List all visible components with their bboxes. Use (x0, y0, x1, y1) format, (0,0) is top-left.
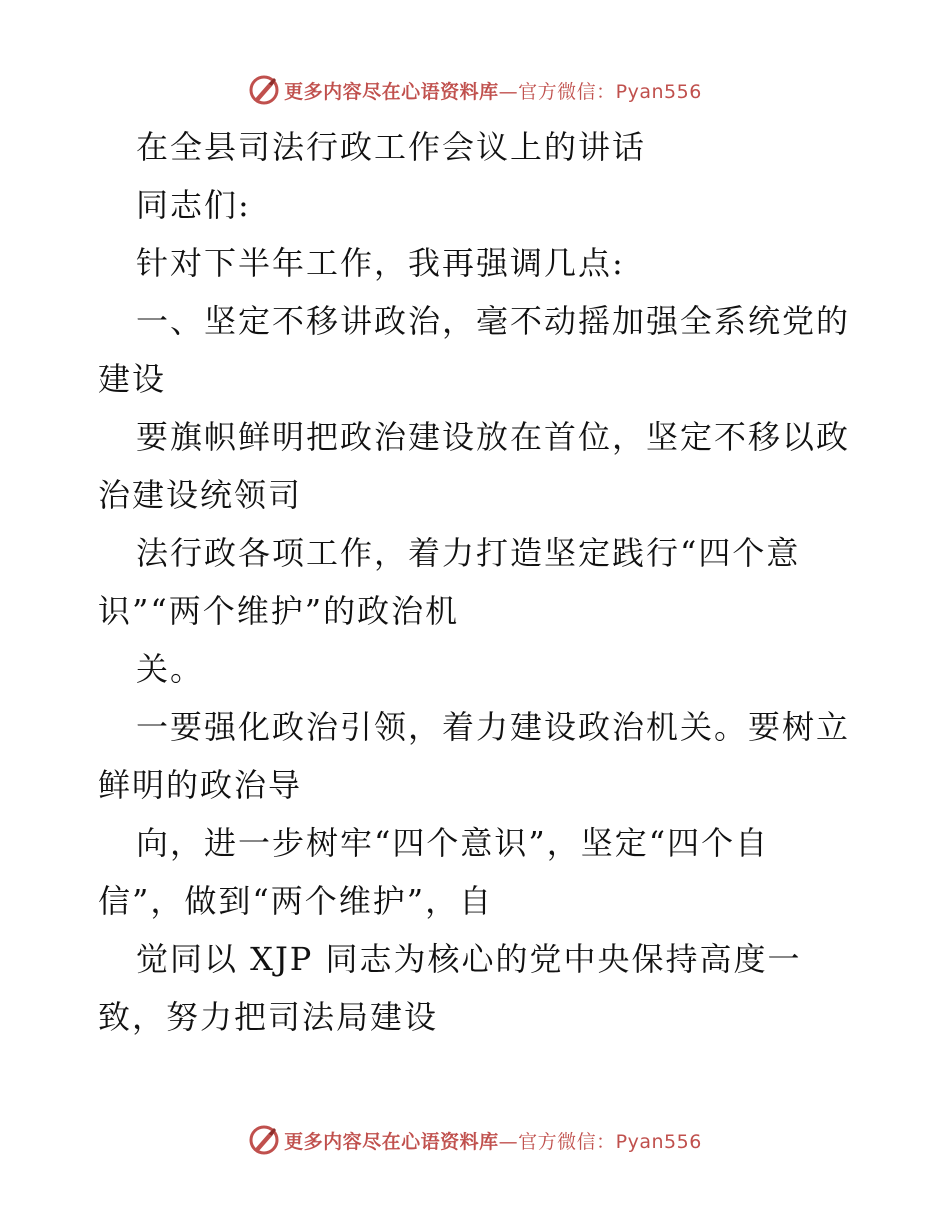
paragraph-line: 一要强化政治引领，着力建设政治机关。要树立 (136, 708, 851, 746)
watermark-footer (0, 1120, 950, 1160)
section-heading-cont: 建设 (98, 360, 167, 398)
paragraph-line: 识”“两个维护”的政治机 (98, 592, 460, 630)
paragraph-line: 针对下半年工作，我再强调几点: (136, 244, 625, 282)
watermark-text (284, 77, 702, 104)
pen-logo-icon (248, 74, 280, 106)
paragraph-line: 致，努力把司法局建设 (98, 998, 439, 1036)
watermark-header (0, 70, 950, 110)
salutation: 同志们: (136, 186, 251, 224)
watermark-suffix: —官方微信：Pyan556 (498, 1130, 702, 1153)
paragraph-line: 法行政各项工作，着力打造坚定践行“四个意 (136, 534, 801, 572)
paragraph-line: 治建设统领司 (98, 476, 303, 514)
paragraph-line: 觉同以 XJP 同志为核心的党中央保持高度一 (136, 940, 802, 978)
watermark-text (284, 1127, 702, 1154)
pen-logo-icon (248, 1124, 280, 1156)
document-title: 在全县司法行政工作会议上的讲话 (136, 128, 647, 166)
watermark-brand: 更多内容尽在心语资料库 (284, 1130, 499, 1153)
paragraph-line: 信”，做到“两个维护”，自 (98, 882, 494, 920)
section-heading: 一、坚定不移讲政治，毫不动摇加强全系统党的 (136, 302, 851, 340)
paragraph-line: 向，进一步树牢“四个意识”，坚定“四个自 (136, 824, 770, 862)
paragraph-line: 鲜明的政治导 (98, 766, 303, 804)
paragraph-line: 关。 (136, 650, 205, 688)
paragraph-line: 要旗帜鲜明把政治建设放在首位，坚定不移以政 (136, 418, 851, 456)
watermark-brand: 更多内容尽在心语资料库 (284, 80, 499, 103)
watermark-suffix: —官方微信：Pyan556 (498, 80, 702, 103)
